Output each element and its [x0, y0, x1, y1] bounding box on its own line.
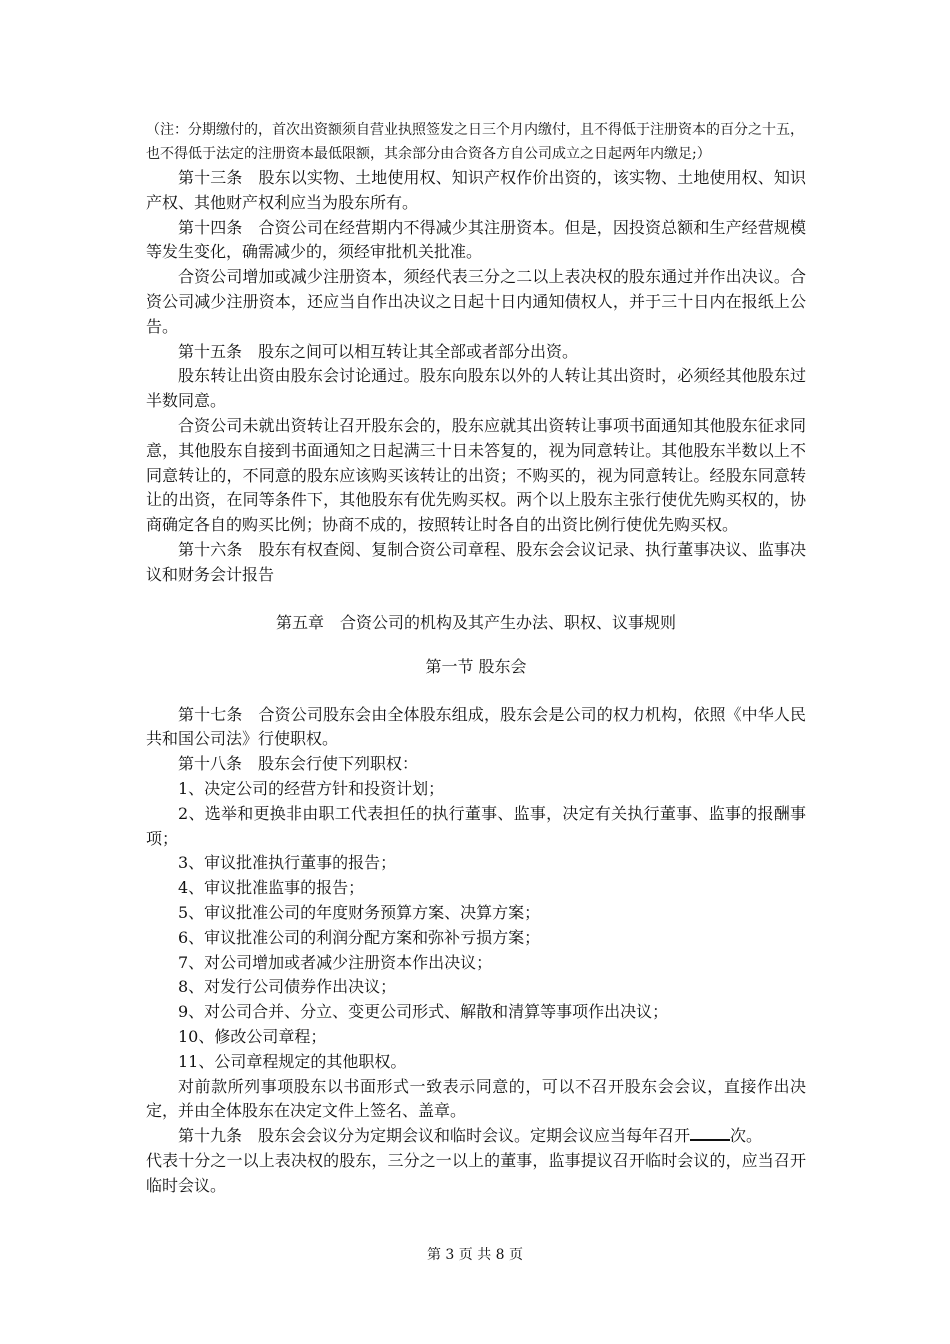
list-item: 5、审议批准公司的年度财务预算方案、决算方案； [178, 902, 541, 922]
section-title: 第一节 股东会 [425, 656, 527, 676]
article-18: 第十八条 股东会行使下列职权： [178, 754, 419, 774]
article-19-suffix: 次。 [730, 1126, 763, 1146]
list-item: 6、审议批准公司的利润分配方案和弥补亏损方案； [178, 927, 541, 947]
list-item: 11、公司章程规定的其他职权。 [178, 1051, 407, 1071]
list-item: 2、选举和更换非由职工代表担任的执行董事、监事，决定有关执行董事、监事的报酬事项； [146, 803, 806, 848]
list-item: 3、审议批准执行董事的报告； [178, 853, 397, 873]
transfer-approval-paragraph: 股东转让出资由股东会讨论通过。股东向股东以外的人转让其出资时，必须经其他股东过半数同意。 [146, 366, 806, 411]
article-13: 第十三条 股东以实物、土地使用权、知识产权作价出资的，该实物、土地使用权、知识产权、其他财产权利应当为股东所有。 [146, 168, 806, 212]
page-footer: 第 3 页 共 8 页 [426, 1247, 524, 1263]
payment-note: （注：分期缴付的，首次出资额须自营业执照签发之日三个月内缴付，且不得低于注册资本的百分之十五，也不得低于法定的注册资本最低限额，其余部分由合资各方自公司成立之日起两年内缴足;） [146, 122, 804, 162]
article-14: 第十四条 合资公司在经营期内不得减少其注册资本。但是，因投资总额和生产经营规模等发生变化，确需减少的，须经审批机关批准。 [146, 217, 806, 262]
list-item: 1、决定公司的经营方针和投资计划； [178, 778, 445, 798]
chapter-title: 第五章 合资公司的机构及其产生办法、职权、议事规则 [275, 612, 676, 632]
article-15: 第十五条 股东之间可以相互转让其全部或者部分出资。 [178, 341, 579, 361]
article-19 [146, 1124, 806, 1149]
article-17: 第十七条 合资公司股东会由全体股东组成，股东会是公司的权力机构，依照《中华人民共和国公司法》行使职权。 [146, 704, 806, 749]
list-item: 4、审议批准监事的报告； [178, 878, 365, 898]
transfer-procedure-paragraph: 合资公司未就出资转让召开股东会的，股东应就其出资转让事项书面通知其他股东征求同意，其他股东自接到书面通知之日起满三十日未答复的，视为同意转让。其他股东半数以上不同意转让的，不同意的股东应该购买该转让的出资；不购买的，视为同意转让。经股东同意转让的出资，在同等条件下，其他股东有优先购买权。两个以上股东主张行使优先购买权的，协商确定各自的购买比例；协商不成的，按照转让时各自的出资比例行使优先购买权。 [146, 415, 806, 535]
document-body [146, 118, 806, 1198]
list-item: 7、对公司增加或者减少注册资本作出决议； [178, 952, 493, 972]
list-item: 10、修改公司章程； [178, 1026, 327, 1046]
article-19-text: 第十九条 股东会会议分为定期会议和临时会议。定期会议应当每年召开 [178, 1126, 691, 1146]
capital-change-paragraph: 合资公司增加或减少注册资本，须经代表三分之二以上表决权的股东通过并作出决议。合资公司减少注册资本，还应当自作出决议之日起十日内通知债权人，并于三十日内在报纸上公告。 [146, 267, 806, 336]
meeting-count-blank [690, 1125, 730, 1141]
extraordinary-meeting-paragraph: 代表十分之一以上表决权的股东，三分之一以上的董事，监事提议召开临时会议的，应当召开临时会议。 [146, 1150, 806, 1195]
article-16: 第十六条 股东有权查阅、复制合资公司章程、股东会会议记录、执行董事决议、监事决议和财务会计报告 [146, 539, 806, 584]
written-consent-paragraph: 对前款所列事项股东以书面形式一致表示同意的，可以不召开股东会会议，直接作出决定，并由全体股东在决定文件上签名、盖章。 [146, 1076, 806, 1121]
list-item: 8、对发行公司债券作出决议； [178, 977, 397, 997]
list-item: 9、对公司合并、分立、变更公司形式、解散和清算等事项作出决议； [178, 1002, 669, 1022]
